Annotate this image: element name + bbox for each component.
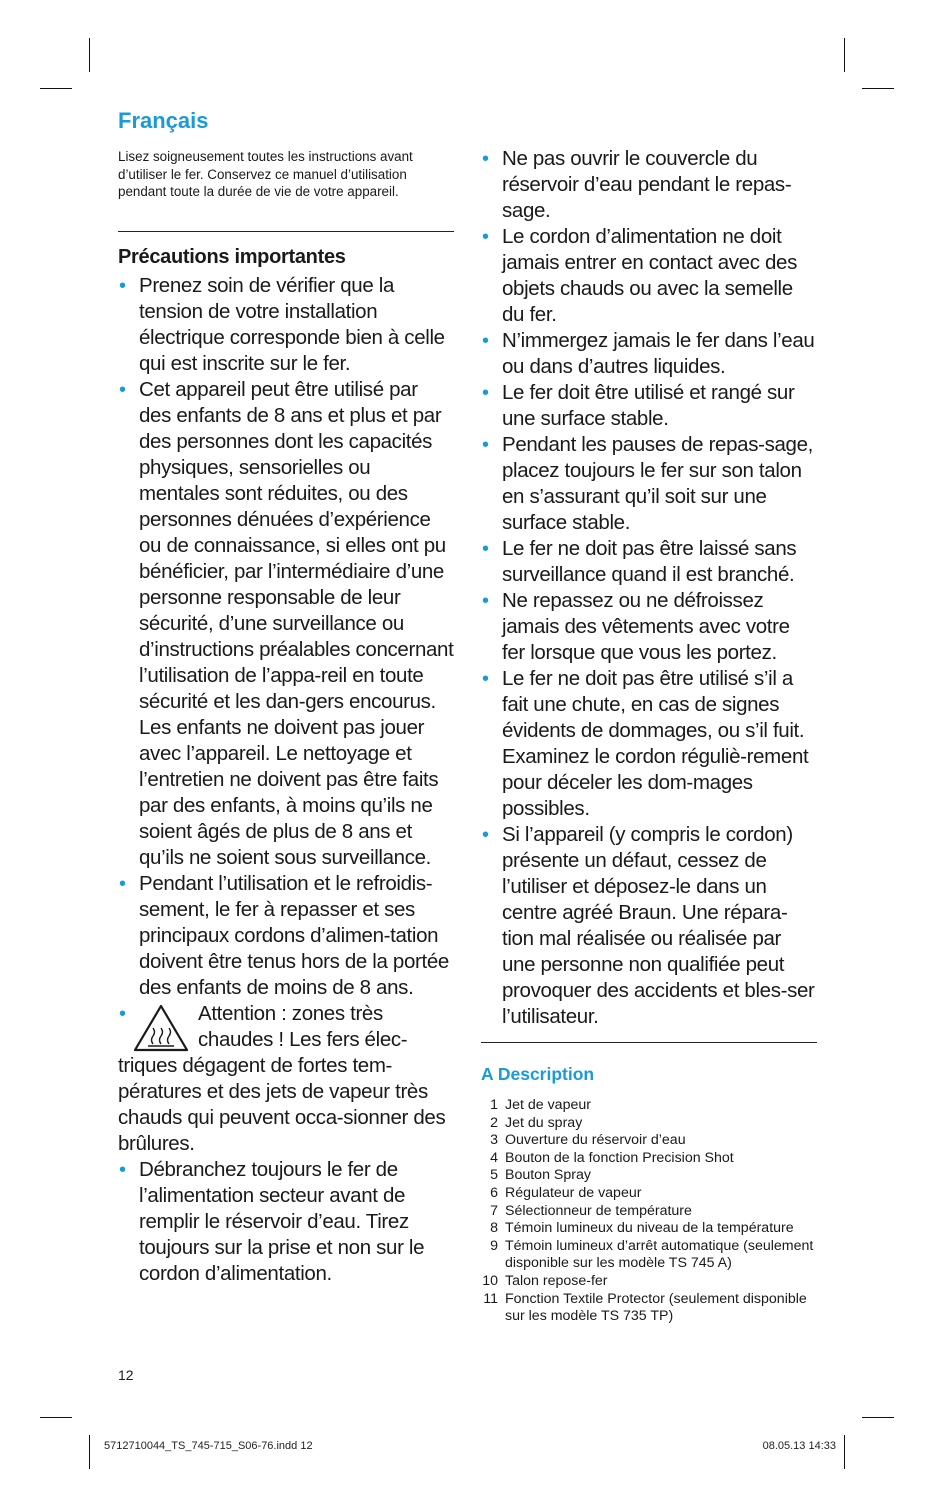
bullet-icon: •	[119, 378, 126, 401]
list-item: • Pendant les pauses de repas-sage, placez toujours le fer sur son talon en s’assurant qu’il soit sur une surface stable.	[482, 433, 813, 534]
crop-mark	[844, 38, 845, 72]
list-item: • Le fer doit être utilisé et rangé sur une surface stable.	[482, 381, 795, 430]
list-item: • Le fer ne doit pas être laissé sans surveillance quand il est branché.	[482, 537, 797, 586]
hot-surface-warning-icon	[132, 1003, 190, 1053]
bullet-icon: •	[119, 1002, 126, 1025]
list-item: • Pendant l’utilisation et le refroidis-sement, le fer à repasser et ses principaux cordons d’alimen-tation doivent être tenus hors de la portée des enfants de moins de 8 ans.	[119, 871, 449, 999]
description-item: 2 Jet du spray	[490, 1114, 583, 1131]
crop-mark	[862, 88, 894, 89]
description-item: 10 Talon repose-fer	[482, 1272, 608, 1289]
bullet-icon: •	[482, 824, 489, 846]
bullet-icon: •	[119, 274, 126, 297]
list-item: • Débranchez toujours le fer de l’alimentation secteur avant de remplir le réservoir d’eau. Tirez toujours sur la prise et non sur le cordon d’alimentation.	[119, 1157, 425, 1285]
list-item: • Ne pas ouvrir le couvercle du réservoir d’eau pendant le repas-sage.	[482, 147, 792, 222]
bullet-icon: •	[119, 872, 126, 895]
bullet-icon: •	[482, 148, 489, 170]
bullet-icon: •	[482, 668, 489, 690]
bullet-icon: •	[482, 226, 489, 248]
description-item: 6 Régulateur de vapeur	[490, 1184, 642, 1201]
section-divider	[481, 1042, 817, 1043]
bullet-icon: •	[482, 590, 489, 612]
crop-mark	[89, 1435, 90, 1469]
description-heading: A Description	[481, 1064, 595, 1084]
right-column	[481, 146, 817, 1326]
description-item: 1 Jet de vapeur	[490, 1097, 591, 1113]
description-item: 9 Témoin lumineux d’arrêt automatique (seulement disponible sur les modèle TS 745 A)	[490, 1237, 814, 1272]
precautions-list-right	[481, 146, 817, 1030]
description-item: 3 Ouverture du réservoir d’eau	[490, 1132, 686, 1149]
list-item: • N’immergez jamais le fer dans l’eau ou dans d’autres liquides.	[482, 329, 815, 378]
list-item: • Le fer ne doit pas être utilisé s’il a fait une chute, en cas de signes évidents de dommages, ou s’il fuit. Examinez le cordon réguliè-rement pour déceler les dom-mages possibles.	[482, 667, 809, 820]
description-item: 8 Témoin lumineux du niveau de la température	[490, 1220, 794, 1237]
language-title: Français	[118, 108, 209, 133]
section-divider	[118, 231, 454, 232]
warning-list-item: • Attention : zones très chaudes ! Les fers élec-triques dégagent de fortes tem-pératures et des jets de vapeur très chauds qui peuvent occa-sionner des brûlures.	[118, 1001, 446, 1155]
footer-date: 08.05.13 14:33	[762, 1440, 836, 1452]
bullet-icon: •	[482, 330, 489, 352]
page-number: 12	[118, 1367, 134, 1383]
precautions-list-left	[118, 273, 454, 1287]
intro-text: Lisez soigneusement toutes les instructions avant d’utiliser le fer. Conservez ce manuel d’utilisation pendant toute la durée de vie de votre appareil.	[118, 149, 413, 199]
bullet-icon: •	[119, 1158, 126, 1181]
bullet-icon: •	[482, 434, 489, 456]
list-item: • Ne repassez ou ne défroissez jamais des vêtements avec votre fer lorsque que vous les portez.	[482, 589, 790, 664]
precautions-heading: Précautions importantes	[118, 245, 346, 268]
footer-file-info: 5712710044_TS_745-715_S06-76.indd 12	[104, 1440, 313, 1452]
description-item: 4 Bouton de la fonction Precision Shot	[490, 1149, 734, 1166]
bullet-icon: •	[482, 382, 489, 404]
crop-mark	[40, 1417, 72, 1418]
crop-mark	[844, 1435, 845, 1469]
list-item: • Cet appareil peut être utilisé par des enfants de 8 ans et plus et par des personnes dont les capacités physiques, sensorielles ou mentales sont réduites, ou des personnes dénuées d’expérience ou de connaissance, si elles ont pu bénéficier, par l’intermédiaire d’une personne responsable de leur sécurité, d’une surveillance ou d’instructions préalables concernant l’utilisation de l’appa-reil en toute sécurité et les dan-gers encourus. Les enfants ne doivent pas jouer avec l’appareil. Le nettoyage et l’entretien ne doivent pas être faits par des enfants, à moins qu’ils ne soient âgés de plus de 8 ans et qu’ils ne soient sous surveillance.	[119, 377, 454, 869]
crop-mark	[89, 38, 90, 72]
crop-mark	[862, 1417, 894, 1418]
description-list	[481, 1097, 817, 1326]
bullet-icon: •	[482, 538, 489, 560]
description-item: 5 Bouton Spray	[490, 1167, 591, 1184]
list-item: • Prenez soin de vérifier que la tension de votre installation électrique corresponde bien à celle qui est inscrite sur le fer.	[119, 273, 445, 375]
description-item: 7 Sélectionneur de température	[490, 1202, 692, 1219]
left-column	[118, 108, 454, 1287]
list-item: • Si l’appareil (y compris le cordon) présente un défaut, cessez de l’utiliser et déposez-le dans un centre agréé Braun. Une répara-tion mal réalisée ou réalisée par une personne non qualifiée peut provoquer des accidents et bles-ser l’utilisateur.	[482, 823, 815, 1028]
crop-mark	[40, 88, 72, 89]
description-item: 11 Fonction Textile Protector (seulement disponible sur les modèle TS 735 TP)	[483, 1290, 807, 1325]
list-item: • Le cordon d’alimentation ne doit jamais entrer en contact avec des objets chauds ou avec la semelle du fer.	[482, 225, 797, 326]
